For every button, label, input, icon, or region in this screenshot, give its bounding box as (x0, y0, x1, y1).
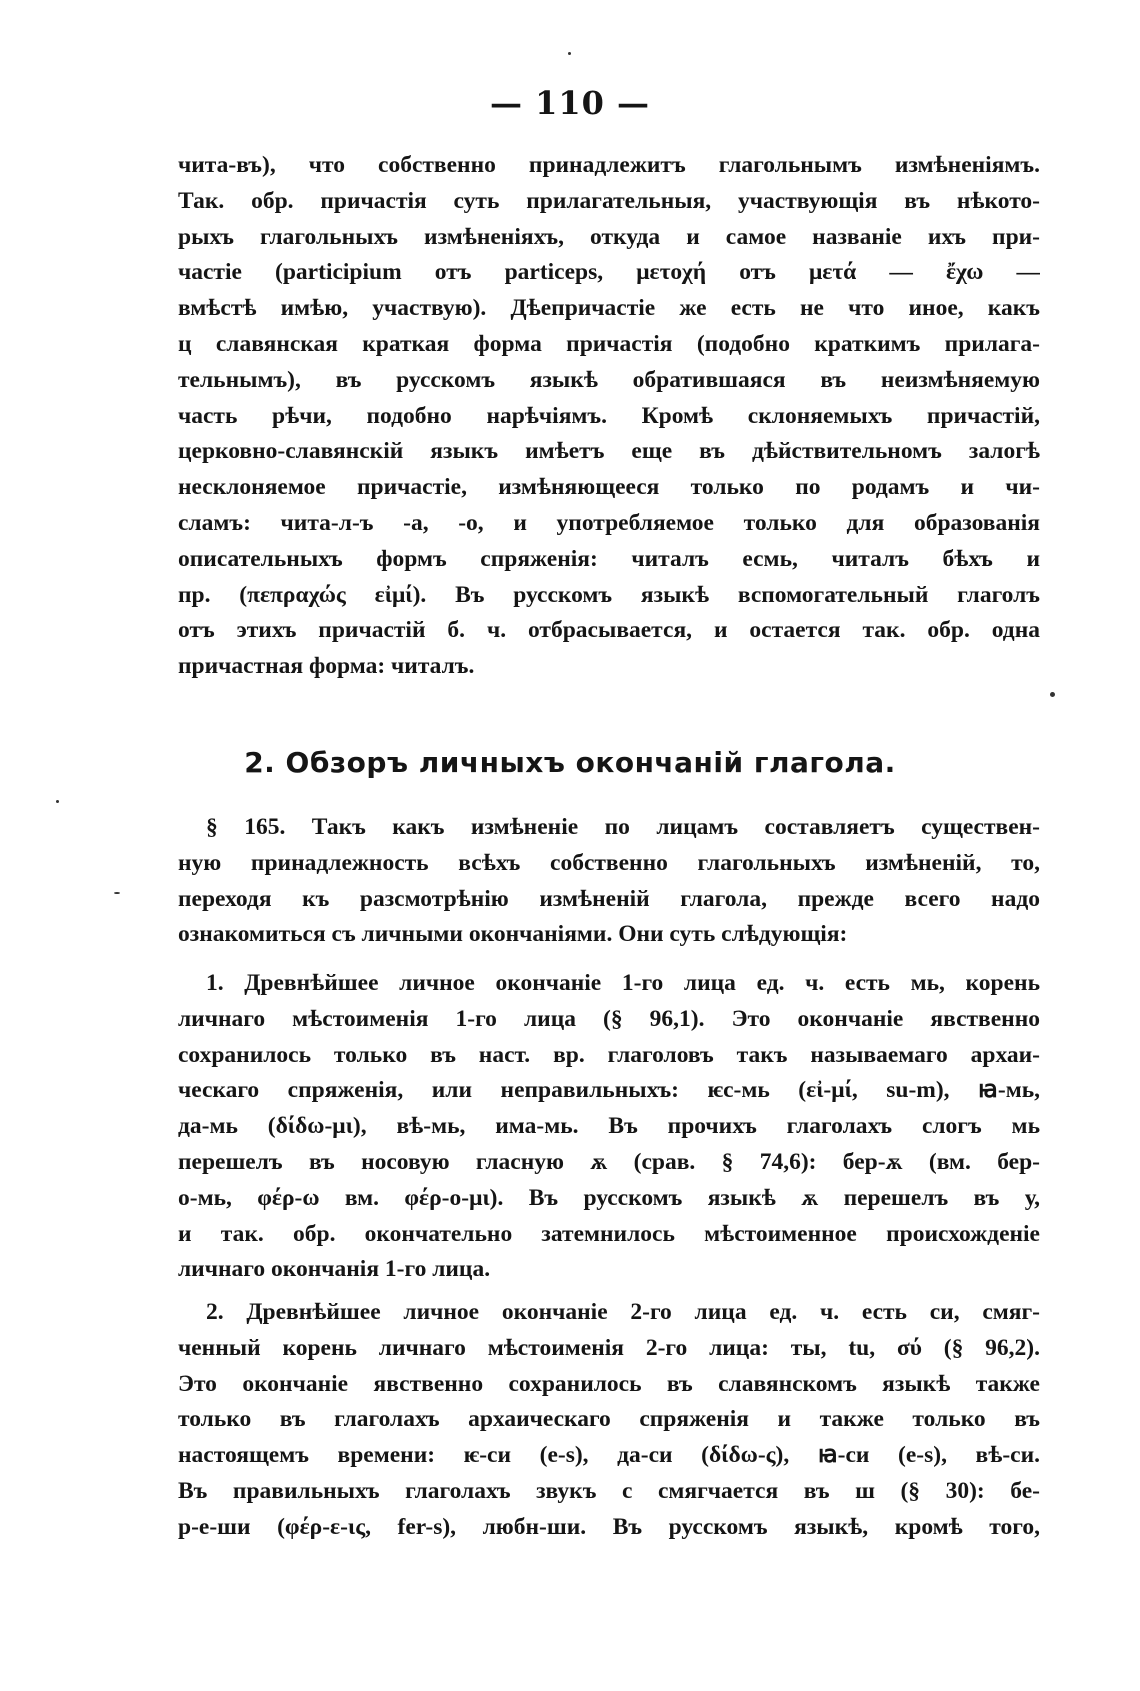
text-line: переходя къ разсмотрѣнію измѣненій глагола, прежде всего надо (178, 885, 1040, 912)
text-line: сламъ: чита-л-ъ -а, -о, и употребляемое только для образованія (178, 509, 1040, 536)
text-line: Это окончаніе явственно сохранилось въ славянскомъ языкѣ также (178, 1370, 1040, 1397)
paragraph-165 (178, 810, 1040, 953)
text-line: часть рѣчи, подобно нарѣчіямъ. Кромѣ склоняемыхъ причастій, (178, 402, 1040, 429)
text-line: сохранилось только въ наст. вр. глаголовъ такъ называемаго архаи- (178, 1041, 1040, 1068)
text-line: пр. (πεπραχώς εἰμί). Въ русскомъ языкѣ вспомогательный глаголъ (178, 581, 1040, 608)
text-line: настоящемъ времени: ѥ-си (e-s), да-си (δίδω-ς), ꙗ-си (e-s), вѣ-си. (178, 1442, 1040, 1469)
scan-speck (56, 800, 59, 803)
text-line: о-мь, φέρ-ω вм. φέρ-ο-μι). Въ русскомъ языкѣ ѫ перешелъ въ у, (178, 1184, 1040, 1211)
text-line: личнаго мѣстоименія 1-го лица (§ 96,1). Это окончаніе явственно (178, 1005, 1040, 1032)
text-line: тельнымъ), въ русскомъ языкѣ обратившаяся въ неизмѣняемую (178, 366, 1040, 393)
text-line: Въ правильныхъ глаголахъ звукъ с смягчается въ ш (§ 30): бе- (178, 1477, 1040, 1504)
text-line: § 165. Такъ какъ измѣненіе по лицамъ составляетъ существен- (206, 814, 1040, 840)
text-line: и так. обр. окончательно затемнилось мѣстоименное происхожденіе (178, 1220, 1040, 1247)
text-line: Так. обр. причастія суть прилагательныя, участвующія въ нѣкото- (178, 187, 1040, 214)
text-line: ченный корень личнаго мѣстоименія 2-го лица: ты, tu, σύ (§ 96,2). (178, 1334, 1040, 1361)
text-line: несклоняемое причастіе, измѣняющееся только по родамъ и чи- (178, 474, 1040, 501)
text-line: 2. Древнѣйшее личное окончаніе 2-го лица ед. ч. есть си, смяг- (206, 1299, 1040, 1325)
text-line: описательныхъ формъ спряженія: читалъ есмь, читалъ бѣхъ и (178, 545, 1040, 572)
text-line: ознакомиться съ личными окончаніями. Они суть слѣдующія: (178, 921, 848, 948)
text-line: ную принадлежность всѣхъ собственно глагольныхъ измѣненій, то, (178, 849, 1040, 876)
text-line: отъ этихъ причастій б. ч. отбрасывается, и остается так. обр. одна (178, 617, 1040, 644)
text-line: р-е-ши (φέρ-ε-ις, fer-s), любн-ши. Въ русскомъ языкѣ, кромѣ того, (178, 1513, 1040, 1540)
scan-speck (114, 892, 120, 894)
text-line: церковно-славянскій языкъ имѣетъ еще въ дѣйствительномъ залогѣ (178, 438, 1040, 465)
text-line: вмѣстѣ имѣю, участвую). Дѣепричастіе же есть не что иное, какъ (178, 295, 1040, 322)
paragraph-participles (178, 148, 1040, 685)
text-line: рыхъ глагольныхъ измѣненіяхъ, откуда и самое названіе ихъ при- (178, 223, 1040, 250)
paragraph-item-1 (178, 966, 1040, 1288)
text-line: ц славянская краткая форма причастія (подобно краткимъ прилага- (178, 330, 1040, 357)
text-line: чита-въ), что собственно принадлежитъ глагольнымъ измѣненіямъ. (178, 152, 1040, 178)
scan-speck (1050, 692, 1055, 697)
text-line: причастная форма: читалъ. (178, 653, 475, 680)
section-heading: 2. Обзоръ личныхъ окончаній глагола. (244, 746, 896, 779)
text-line: частіе (participium отъ particeps, μετοχή отъ μετά — ἔχω — (178, 259, 1040, 286)
page-number: — 110 — (489, 84, 651, 122)
paragraph-item-2 (178, 1295, 1040, 1546)
text-line: 1. Древнѣйшее личное окончаніе 1-го лица ед. ч. есть мь, корень (206, 970, 1040, 996)
text-line: да-мь (δίδω-μι), вѣ-мь, има-мь. Въ прочихъ глаголахъ слогъ мь (178, 1113, 1040, 1140)
text-line: только въ глаголахъ архаическаго спряженія и также только въ (178, 1406, 1040, 1433)
text-line: личнаго окончанія 1-го лица. (178, 1256, 491, 1283)
text-line: ческаго спряженія, или неправильныхъ: ѥс-мь (εἰ-μί, su-m), ꙗ-мь, (178, 1077, 1040, 1104)
text-line: перешелъ въ носовую гласную ѫ (срав. § 74,6): бер-ѫ (вм. бер- (178, 1148, 1040, 1175)
scan-speck (568, 52, 571, 55)
